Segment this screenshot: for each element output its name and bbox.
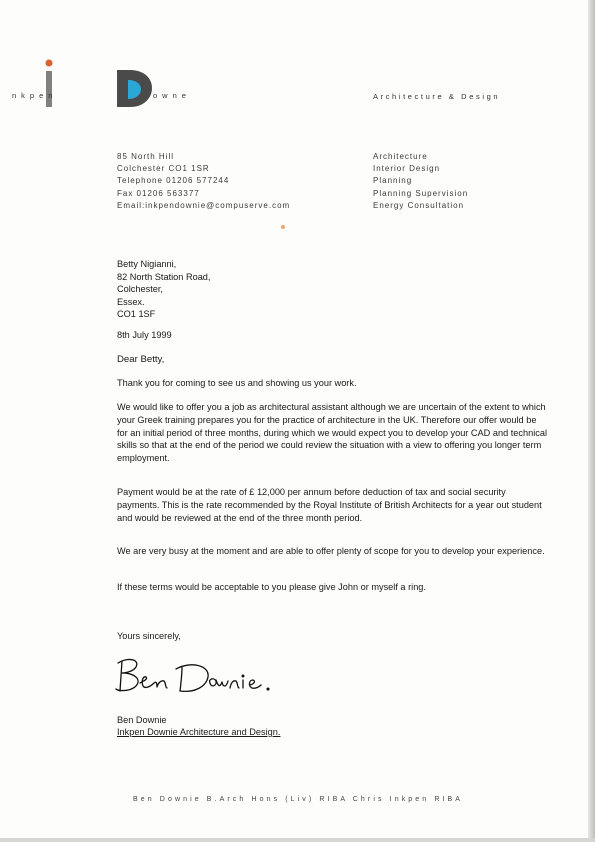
service-item: Planning <box>373 176 413 186</box>
body-paragraph: Thank you for coming to see us and showing us your work. <box>117 378 357 388</box>
page-bottom-edge <box>0 838 595 842</box>
logo-i-dot <box>46 60 53 67</box>
recipient-line: Betty Nigianni, <box>117 259 177 269</box>
logo-word-downie: owne <box>153 91 191 100</box>
handwritten-signature <box>110 653 300 701</box>
service-item: Planning Supervision <box>373 188 469 198</box>
page-edge-shadow <box>588 0 595 842</box>
body-paragraph: We would like to offer you a job as architectural assistant although we are uncertain of the extent to which your Greek training prepares you for the practice of architecture in the UK. Therefore our offer would be for an initial period of three months, during which we would expect you to develop your CAD and technical skills so that at the end of the period we could review the situation with a view to offering you longer term employment. <box>117 402 548 464</box>
services-list <box>373 151 468 212</box>
service-item: Interior Design <box>373 164 441 174</box>
salutation: Dear Betty, <box>117 354 165 365</box>
recipient-address <box>117 258 210 321</box>
recipient-line: CO1 1SF <box>117 309 156 320</box>
address-line: 85 North Hill <box>117 152 175 161</box>
logo-mark-icon <box>44 58 214 110</box>
service-item: Architecture <box>373 152 428 161</box>
signatory-name: Ben Downie <box>117 715 167 725</box>
recipient-line: Essex. <box>117 296 145 307</box>
body-paragraph: We are very busy at the moment and are able to offer plenty of scope for you to develop your experience. <box>117 546 545 556</box>
stray-mark <box>281 225 285 229</box>
signatory-company: Inkpen Downie Architecture and Design. <box>117 727 281 737</box>
telephone-line: Telephone 01206 577244 <box>117 176 230 186</box>
body-paragraph: If these terms would be acceptable to you please give John or myself a ring. <box>117 582 426 592</box>
fax-line: Fax 01206 563377 <box>117 188 200 198</box>
logo-word-inkpen: nkpen <box>12 91 58 100</box>
company-tagline: Architecture & Design <box>373 92 501 101</box>
closing: Yours sincerely, <box>117 631 181 641</box>
logo-i-stem <box>46 71 52 107</box>
email-line: Email:inkpendownie@compuserve.com <box>117 200 291 210</box>
company-address <box>117 151 290 212</box>
recipient-line: 82 North Station Road, <box>117 271 211 282</box>
recipient-line: Colchester, <box>117 284 163 295</box>
body-paragraph: Payment would be at the rate of £ 12,000 per annum before deduction of tax and social security payments. This is the rate recommended by the Royal Institute of British Architects for a year out student and would be reviewed at the end of the three month period. <box>117 487 542 523</box>
letter-date: 8th July 1999 <box>117 330 172 340</box>
address-line: Colchester CO1 1SR <box>117 164 210 174</box>
company-logo <box>44 58 214 110</box>
footer-partners: Ben Downie B.Arch Hons (Liv) RIBA Chris Inkpen RIBA <box>133 796 464 803</box>
service-item: Energy Consultation <box>373 200 465 210</box>
